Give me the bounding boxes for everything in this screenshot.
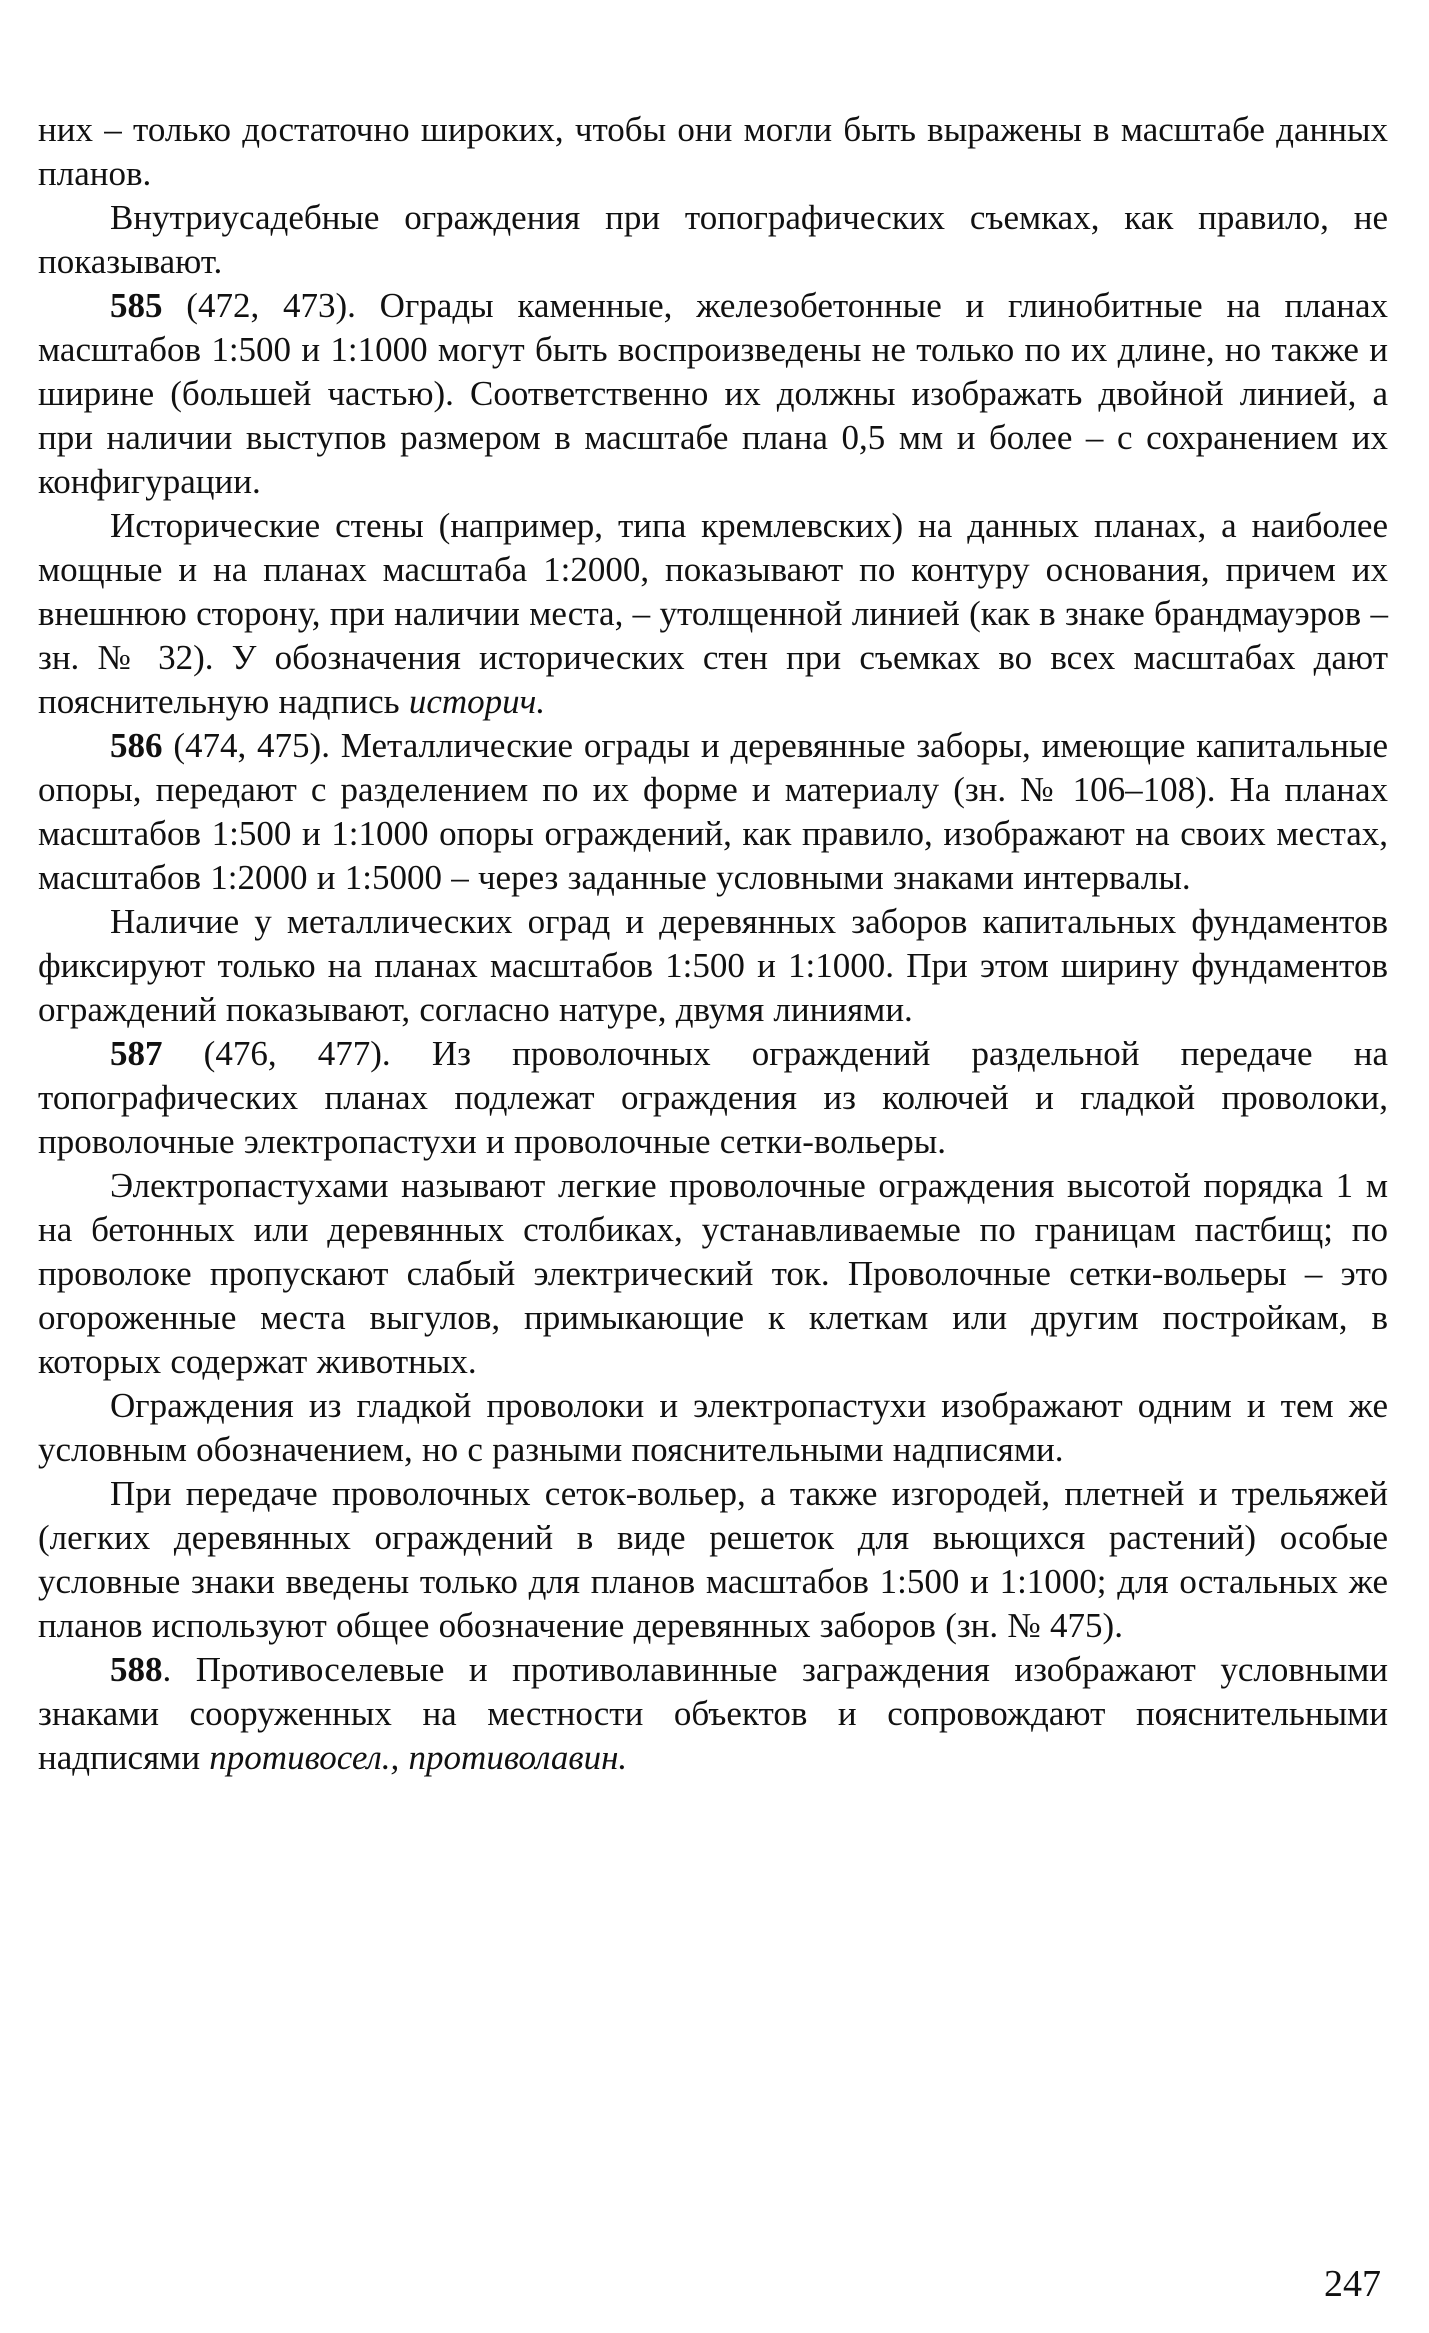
paragraph [38,1384,1388,1472]
paragraph-text: них – только достаточно широких, чтобы они могли быть выражены в масштабе данных планов. [38,110,1388,193]
paragraph-text: (474, 475). Металлические ограды и деревянные заборы, имеющие капитальные опоры, передают с разделением по их форме и материалу (зн. № 106–108). На планах масштабов 1:500 и 1:1000 опоры ограждений, как правило, изображают на своих местах, масштабов 1:2000 и 1:5000 – через заданные условными знаками интервалы. [38,726,1388,897]
paragraph-text: Наличие у металлических оград и деревянных заборов капитальных фундаментов фиксируют только на планах масштабов 1:500 и 1:1000. При этом ширину фундаментов ограждений показывают, согласно натуре, двумя линиями. [38,902,1388,1029]
paragraph-text: Исторические стены (например, типа кремлевских) на данных планах, а наиболее мощные и на планах масштаба 1:2000, показывают по контуру основания, причем их внешнюю сторону, при наличии места, – утолщенной линией (как в знаке брандмауэров – зн. № 32). У обозначения исторических стен при съемках во всех масштабах дают пояснительную надпись [38,506,1388,721]
paragraph-text: Электропастухами называют легкие проволочные ограждения высотой порядка 1 м на бетонных или деревянных столбиках, устанавливаемые по границам пастбищ; по проволоке пропускают слабый электрический ток. Проволочные сетки-вольеры – это огороженные места выгулов, примыкающие к клеткам или другим постройкам, в которых содержат животных. [38,1166,1388,1381]
paragraph [38,1032,1388,1164]
paragraph [38,1164,1388,1384]
paragraph [38,724,1388,900]
paragraph [38,1472,1388,1648]
paragraph-text: Внутриусадебные ограждения при топографических съемках, как правило, не показывают. [38,198,1388,281]
paragraph-text: (476, 477). Из проволочных ограждений раздельной передаче на топографических планах подлежат ограждения из колючей и гладкой проволоки, проволочные электропастухи и проволочные сетки-вольеры. [38,1034,1388,1161]
page-body [38,108,1388,1780]
italic-label: историч. [408,682,546,721]
paragraph [38,284,1388,504]
section-number: 587 [110,1034,163,1073]
paragraph-text: При передаче проволочных сеток-вольер, а также изгородей, плетней и трельяжей (легких деревянных ограждений в виде решеток для вьющихся растений) особые условные знаки введены только для планов масштабов 1:500 и 1:1000; для остальных же планов используют общее обозначение деревянных заборов (зн. № 475). [38,1474,1388,1645]
section-number: 585 [110,286,163,325]
paragraph-text: Ограждения из гладкой проволоки и электропастухи изображают одним и тем же условным обозначением, но с разными пояснительными надписями. [38,1386,1388,1469]
paragraph [38,196,1388,284]
paragraph [38,900,1388,1032]
paragraph-text: (472, 473). Ограды каменные, железобетонные и глинобитные на планах масштабов 1:500 и 1:1000 могут быть воспроизведены не только по их длине, но также и ширине (большей частью). Соответственно их должны изображать двойной линией, а при наличии выступов размером в масштабе плана 0,5 мм и более – с сохранением их конфигурации. [38,286,1388,501]
paragraph [38,108,1388,196]
section-number: 586 [110,726,163,765]
paragraph [38,504,1388,724]
section-number: 588 [110,1650,163,1689]
italic-label: противосел., противолавин. [209,1738,628,1777]
paragraph-text: . Противоселевые и противолавинные заграждения изображают условными знаками сооруженных на местности объектов и сопровождают пояснительными надписями [38,1650,1388,1777]
page-number: 247 [1324,2263,1381,2305]
paragraph [38,1648,1388,1780]
